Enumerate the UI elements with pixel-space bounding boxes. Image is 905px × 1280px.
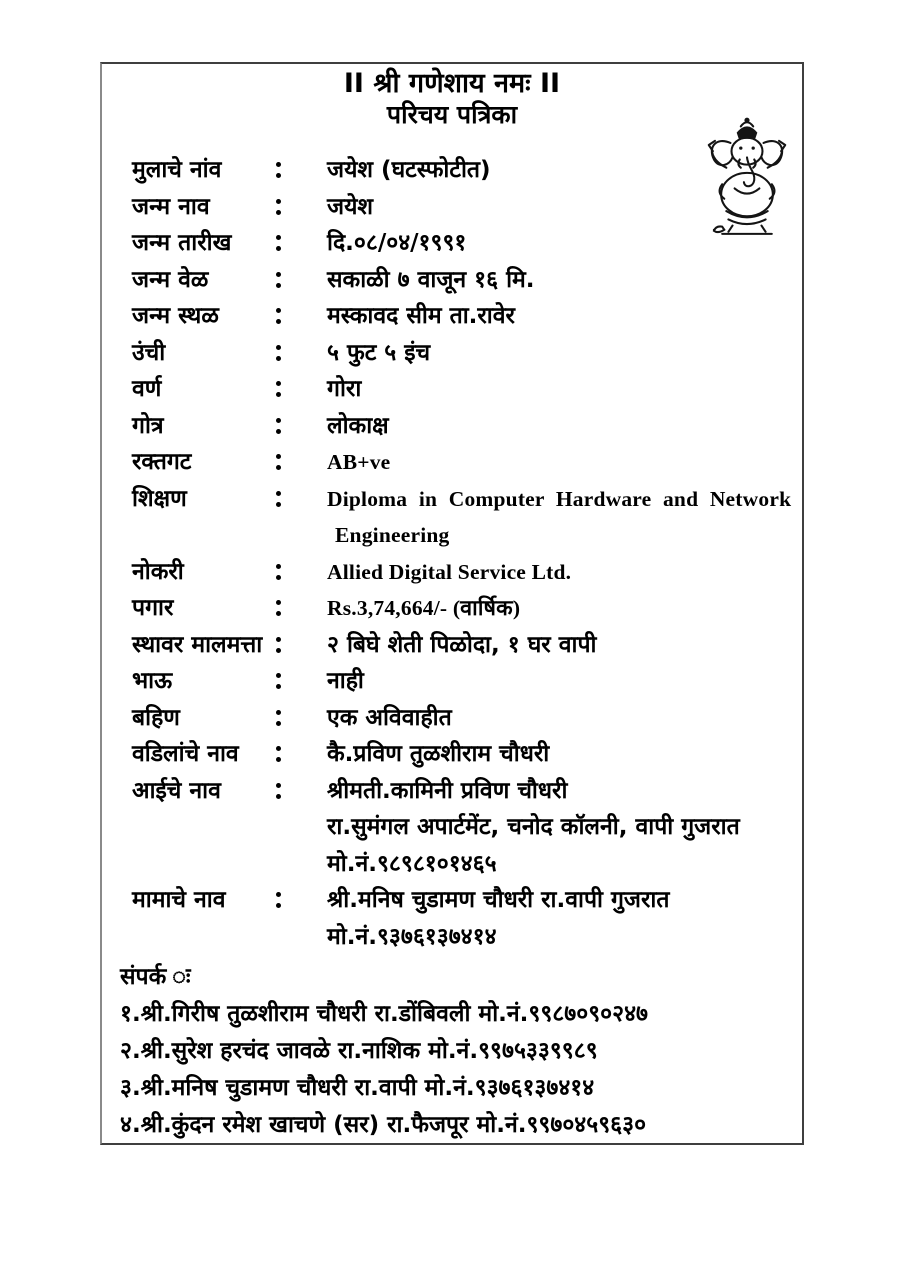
contact-entry-1: १.श्री.गिरीष तुळशीराम चौधरी रा.डोंबिवली मो.नं.९९८७०९०२४७	[120, 1001, 648, 1027]
field-row-birth-time	[102, 262, 802, 299]
biodata-fields	[102, 152, 802, 955]
field-label: रक्तगट	[132, 449, 192, 475]
field-label: जन्म वेळ	[132, 266, 209, 293]
colon-separator	[274, 225, 327, 262]
document-title: परिचय पत्रिका	[386, 100, 518, 129]
field-label: आईचे नाव	[132, 777, 221, 804]
field-value: लोकाक्ष	[327, 412, 389, 439]
field-row-job	[102, 554, 802, 591]
field-value: दि.०८/०४/१९९१	[327, 230, 467, 256]
colon-separator	[274, 152, 327, 189]
field-value: ५ फुट ५ इंच	[327, 339, 431, 366]
field-row-mothers-name	[102, 773, 802, 883]
colon-separator	[274, 298, 327, 335]
field-row-birth-place	[102, 298, 802, 335]
contact-section	[102, 959, 802, 1144]
field-label: स्थावर मालमत्ता	[132, 631, 263, 658]
colon-separator	[274, 627, 327, 664]
field-label: भाऊ	[132, 668, 173, 694]
field-value: मस्कावद सीम ता.रावेर	[327, 303, 515, 329]
colon-separator	[274, 444, 327, 481]
field-row-sister	[102, 700, 802, 737]
colon-separator	[274, 335, 327, 372]
field-value: AB+ve	[327, 450, 391, 474]
field-label: बहिण	[132, 704, 180, 731]
field-row-education	[102, 481, 802, 554]
colon-separator	[274, 554, 327, 591]
field-row-immovable-property	[102, 627, 802, 664]
field-value: सकाळी ७ वाजून १६ मि.	[327, 266, 535, 293]
contact-entry-3: ३.श्री.मनिष चुडामण चौधरी रा.वापी मो.नं.९३७६१३७४१४	[120, 1075, 595, 1101]
colon-separator	[274, 189, 327, 226]
colon-separator	[274, 663, 327, 700]
field-value: एक अविवाहीत	[327, 704, 452, 731]
colon-separator	[274, 262, 327, 299]
field-value: जयेश (घटस्फोटीत)	[327, 157, 491, 183]
field-row-salary	[102, 590, 802, 627]
field-label: जन्म स्थळ	[132, 303, 219, 329]
contact-entry-2: २.श्री.सुरेश हरचंद जावळे रा.नाशिक मो.नं.९९७५३३९९८९	[120, 1038, 598, 1064]
field-row-blood-group	[102, 444, 802, 481]
colon-separator	[274, 481, 327, 518]
field-value: जयेश	[327, 193, 374, 220]
field-value: नाही	[327, 668, 364, 694]
field-label: गोत्र	[132, 412, 164, 439]
ganesha-icon	[694, 114, 800, 238]
colon-separator	[274, 736, 327, 773]
contact-entry-4: ४.श्री.कुंदन रमेश खाचणे (सर) रा.फैजपूर मो.नं.९९७०४५९६३०	[120, 1112, 647, 1138]
field-value: Rs.3,74,664/- (वार्षिक)	[327, 596, 521, 620]
biodata-sheet	[100, 62, 804, 1145]
field-value: श्री.मनिष चुडामण चौधरी रा.वापी गुजरात मो.नं.९३७६१३७४१४	[327, 887, 670, 950]
invocation-title: II श्री गणेशाय नमः II	[343, 68, 561, 99]
field-row-brother	[102, 663, 802, 700]
colon-separator	[274, 700, 327, 737]
field-label: शिक्षण	[132, 485, 187, 512]
field-label: जन्म तारीख	[132, 230, 232, 256]
field-row-height	[102, 335, 802, 372]
colon-separator	[274, 773, 327, 810]
field-row-gotra	[102, 408, 802, 445]
colon-separator	[274, 371, 327, 408]
field-label: पगार	[132, 595, 174, 621]
field-value: २ बिघे शेती पिळोदा, १ घर वापी	[327, 631, 597, 658]
field-value: गोरा	[327, 376, 362, 402]
field-value: श्रीमती.कामिनी प्रविण चौधरी रा.सुमंगल अपार्टमेंट, चनोद कॉलनी, वापी गुजरात मो.नं.९८९८१०१४६५	[327, 777, 740, 877]
field-label: नोकरी	[132, 558, 184, 585]
field-value: कै.प्रविण तुळशीराम चौधरी	[327, 741, 550, 767]
field-row-fathers-name	[102, 736, 802, 773]
field-label: मुलाचे नांव	[132, 157, 222, 183]
colon-separator	[274, 408, 327, 445]
field-row-uncles-name	[102, 882, 802, 955]
field-value: Allied Digital Service Ltd.	[327, 559, 572, 584]
field-label: उंची	[132, 339, 166, 366]
colon-separator	[274, 882, 327, 919]
contact-heading: संपर्क ः	[120, 964, 191, 990]
field-label: मामाचे नाव	[132, 887, 226, 913]
colon-separator	[274, 590, 327, 627]
field-label: वडिलांचे नाव	[132, 741, 239, 767]
field-label: जन्म नाव	[132, 193, 210, 220]
field-value: Diploma in Computer Hardware and Network Engineering	[327, 486, 792, 547]
field-label: वर्ण	[132, 376, 162, 402]
field-row-complexion	[102, 371, 802, 408]
